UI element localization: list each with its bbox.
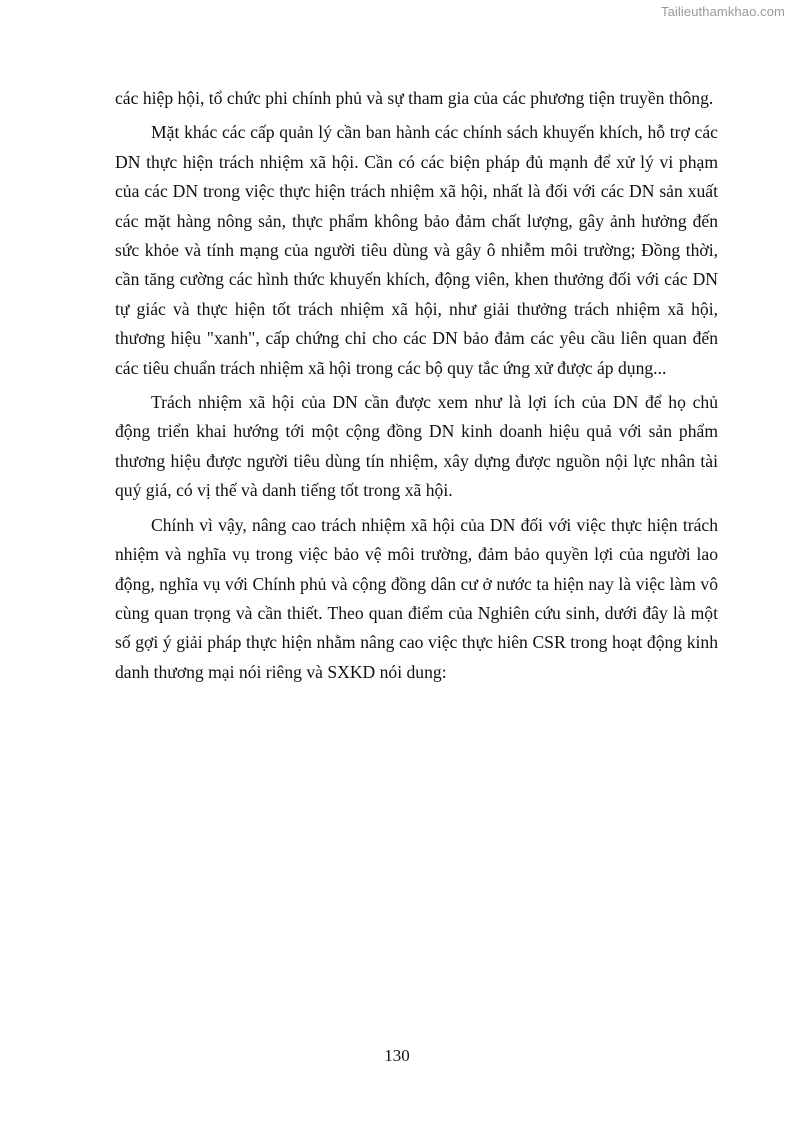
paragraph-4: Chính vì vậy, nâng cao trách nhiệm xã hội của DN đối với việc thực hiện trách nhiệm và nghĩa vụ trong việc bảo vệ môi trường, đảm bảo quyền lợi của người lao động, nghĩa vụ với Chính phủ và cộng đồng dân cư ở nước ta hiện nay là việc làm vô cùng quan trọng và cần thiết. Theo quan điểm của Nghiên cứu sinh, dưới đây là một số gợi ý giải pháp thực hiện nhằm nâng cao việc thực hiên CSR trong hoạt động kinh danh thương mại nói riêng và SXKD nói dung:	[115, 514, 718, 682]
document-body	[115, 84, 718, 692]
paragraph-2: Mặt khác các cấp quản lý cần ban hành các chính sách khuyến khích, hỗ trợ các DN thực hiện trách nhiệm xã hội. Cần có các biện pháp đủ mạnh để xử lý vi phạm của các DN trong việc thực hiện trách nhiệm xã hội, nhất là đối với các DN sản xuất các mặt hàng nông sản, thực phẩm không bảo đảm chất lượng, gây ảnh hưởng đến sức khỏe và tính mạng của người tiêu dùng và gây ô nhiễm môi trường; Đồng thời, cần tăng cường các hình thức khuyến khích, động viên, khen thưởng đối với các DN tự giác và thực hiện tốt trách nhiệm xã hội, như giải thưởng trách nhiệm xã hội, thương hiệu "xanh", cấp chứng chỉ cho các DN bảo đảm các yêu cầu liên quan đến các tiêu chuẩn trách nhiệm xã hội trong các bộ quy tắc ứng xử được áp dụng...	[115, 122, 718, 378]
paragraph-1: các hiệp hội, tổ chức phi chính phủ và sự tham gia của các phương tiện truyền thông.	[115, 88, 714, 108]
paragraph-3: Trách nhiệm xã hội của DN cần được xem như là lợi ích của DN để họ chủ động triển khai hướng tới một cộng đồng DN kinh doanh hiệu quả với sản phẩm thương hiệu được người tiêu dùng tín nhiệm, xây dựng được nguồn nội lực nhân tài quý giá, có vị thế và danh tiếng tốt trong xã hội.	[115, 392, 718, 501]
page-number: 130	[384, 1046, 410, 1065]
watermark: Tailieuthamkhao.com	[660, 4, 785, 19]
